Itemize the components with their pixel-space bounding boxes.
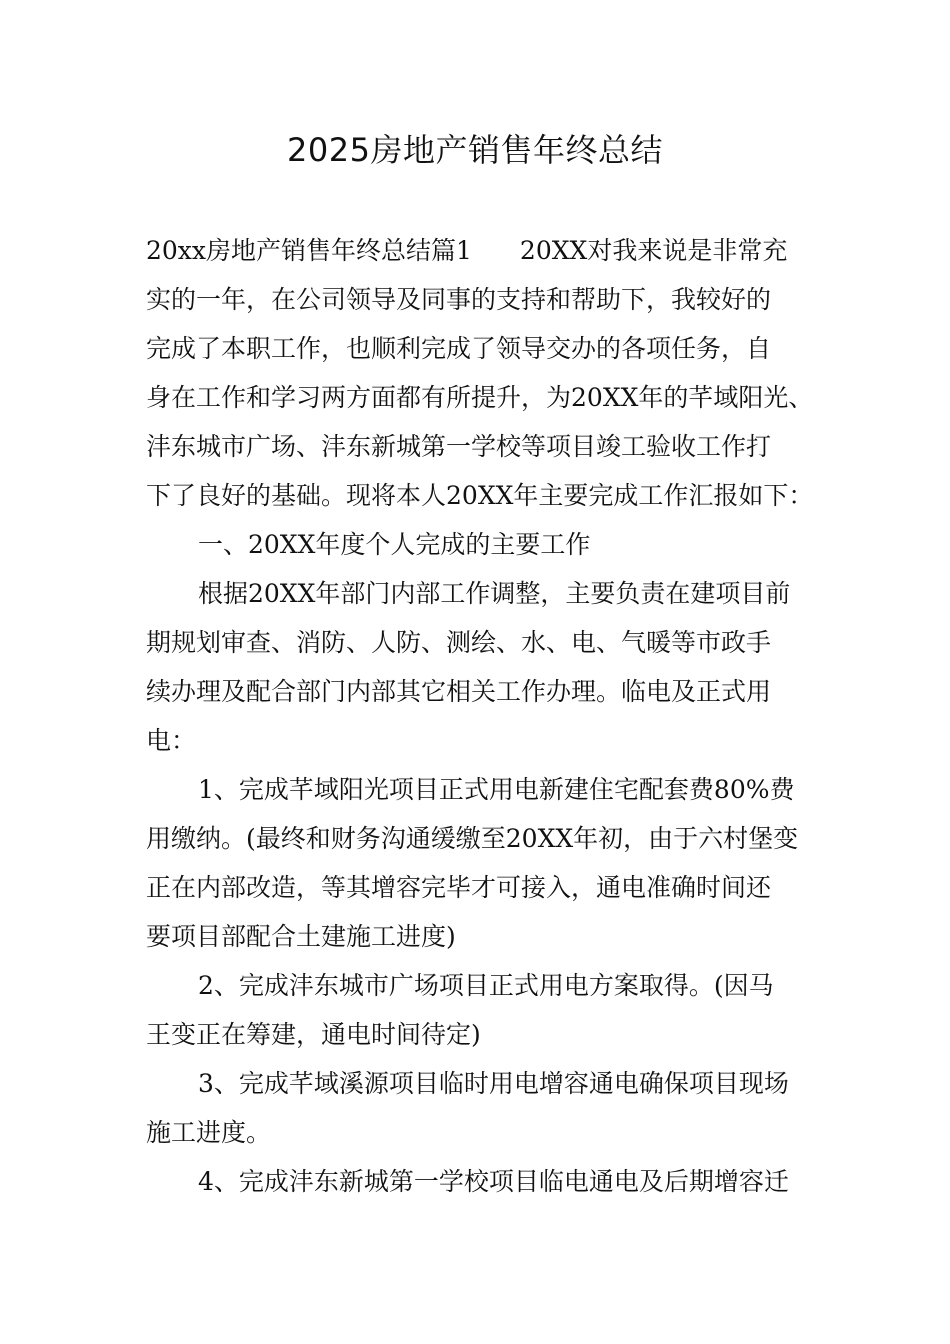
paragraph-line: 电：: [146, 726, 197, 755]
paragraph-line: 续办理及配合部门内部其它相关工作办理。临电及正式用: [146, 677, 772, 706]
section-heading: 一、20XX年度个人完成的主要工作: [198, 530, 591, 559]
paragraph-line: 完成了本职工作，也顺利完成了领导交办的各项任务，自: [146, 334, 772, 363]
section-heading: 20xx房地产销售年终总结篇1: [146, 236, 472, 265]
paragraph-line: 下了良好的基础。现将本人20XX年主要完成工作汇报如下：: [146, 481, 814, 510]
paragraph-line: 根据20XX年部门内部工作调整，主要负责在建项目前: [198, 579, 791, 608]
paragraph-text: 20XX对我来说是非常充: [519, 236, 788, 265]
document-title: 2025房地产销售年终总结: [287, 131, 663, 169]
list-item: 4、完成沣东新城第一学校项目临电通电及后期增容迁: [198, 1167, 789, 1196]
list-item: 2、完成沣东城市广场项目正式用电方案取得。(因马: [198, 971, 774, 1000]
paragraph-line: 要项目部配合土建施工进度): [146, 922, 456, 951]
paragraph-line: 沣东城市广场、沣东新城第一学校等项目竣工验收工作打: [146, 432, 772, 461]
paragraph-line: 施工进度。: [146, 1118, 272, 1147]
document-body: [146, 226, 836, 1206]
list-item: 1、完成芊域阳光项目正式用电新建住宅配套费80%费: [198, 775, 795, 804]
list-item: 3、完成芊域溪源项目临时用电增容通电确保项目现场: [198, 1069, 789, 1098]
paragraph-line: 身在工作和学习两方面都有所提升，为20XX年的芊域阳光、: [146, 383, 814, 412]
paragraph-line: 王变正在筹建，通电时间待定): [146, 1020, 481, 1049]
paragraph-line: 正在内部改造，等其增容完毕才可接入，通电准确时间还: [146, 873, 772, 902]
paragraph-line: 用缴纳。(最终和财务沟通缓缴至20XX年初，由于六村堡变: [146, 824, 799, 853]
paragraph-line: 实的一年，在公司领导及同事的支持和帮助下，我较好的: [146, 285, 772, 314]
paragraph-line: 期规划审查、消防、人防、测绘、水、电、气暖等市政手: [146, 628, 772, 657]
paragraph-line: [146, 226, 836, 275]
